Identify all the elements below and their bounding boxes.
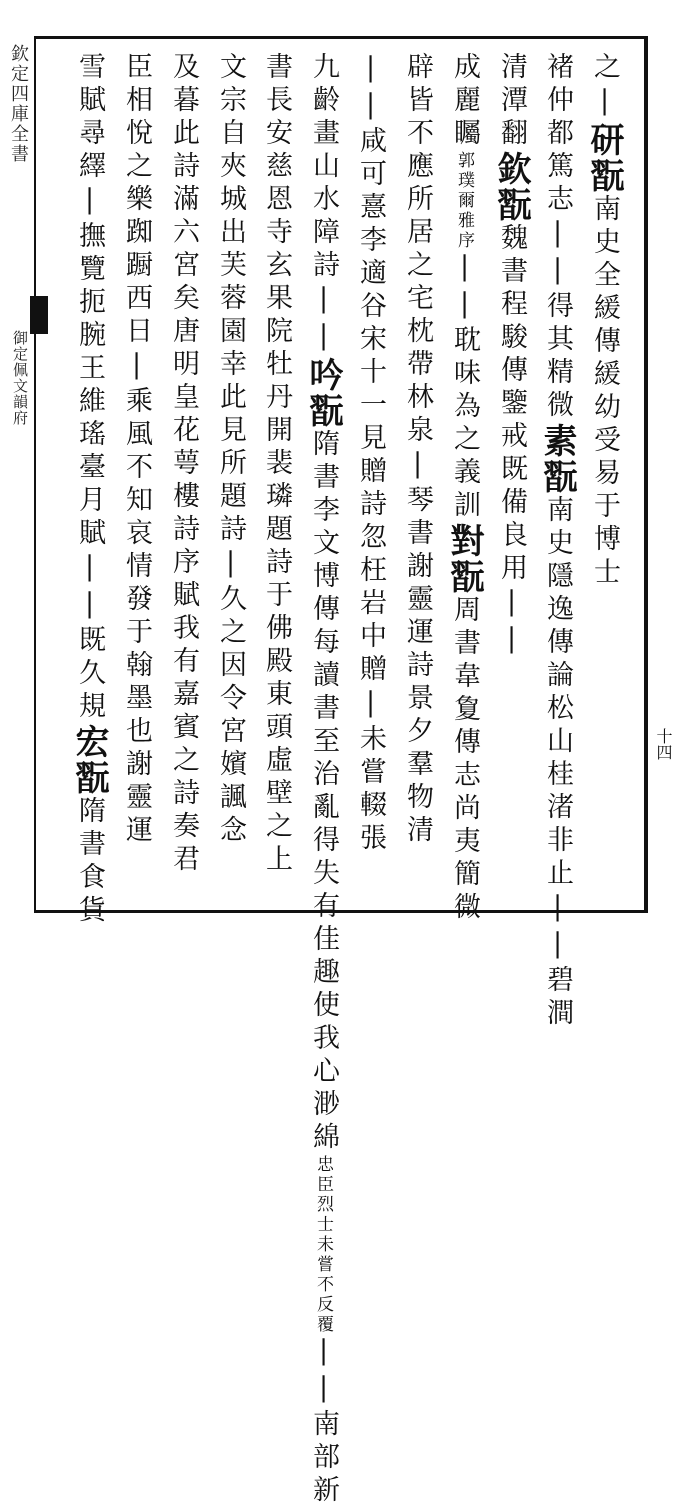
frame-top-border	[34, 36, 646, 39]
text-column-5	[395, 52, 439, 902]
body-text: ||	[542, 217, 573, 291]
body-text: ||	[74, 551, 105, 625]
body-text: 琴書謝靈運詩景夕羣物清	[402, 485, 433, 848]
body-text: |	[74, 184, 105, 221]
body-text: 乘風不知哀情發于翰墨也謝靈運	[121, 386, 152, 848]
body-text: 南部新	[308, 1409, 339, 1508]
text-column-3	[489, 52, 533, 902]
body-text: |	[589, 85, 620, 122]
body-text: ||	[308, 283, 339, 357]
body-text: 耽味為之義訓	[449, 325, 480, 523]
body-text: |	[215, 547, 246, 584]
margin-ink-block	[30, 296, 48, 334]
body-text: 南史全緩傳緩幼受易于博士	[589, 194, 620, 590]
body-text: 碧澗	[542, 965, 573, 1031]
margin-series-title: 欽定四庫全書	[8, 44, 29, 164]
headword: 對翫	[444, 523, 484, 595]
body-text: 既久規	[74, 625, 105, 724]
body-text: |	[121, 349, 152, 386]
body-text: 雪賦尋繹	[74, 52, 105, 184]
body-text: 久之因令宮嬪諷念	[215, 584, 246, 848]
body-text: 書長安慈恩寺玄果院牡丹開裴璘題詩于佛殿東頭虛壁之上	[261, 52, 292, 877]
text-column-6	[348, 52, 392, 902]
body-text: |	[355, 52, 386, 89]
body-text: 之	[589, 52, 620, 85]
headword: 研翫	[584, 122, 624, 194]
body-text: 隋書李文博傳每讀書至治亂得失	[308, 429, 339, 891]
body-text: 九齡畫山水障詩	[308, 52, 339, 283]
body-text: 魏書程駿傳鑒戒既備良用	[496, 223, 527, 586]
body-text: 褚仲都篤志	[542, 52, 573, 217]
annotation-text: 忠臣烈士未嘗不反覆	[313, 1155, 333, 1335]
body-text: 南史隱逸傳論松山	[542, 495, 573, 759]
body-text: 及暮此詩滿六宮矣唐明皇花萼樓詩序賦我有嘉賓之詩奏君	[168, 52, 199, 877]
page-number: 十四	[654, 728, 673, 760]
headword: 素翫	[537, 423, 577, 495]
frame-right-border	[644, 36, 648, 913]
body-text: |	[402, 448, 433, 485]
body-text: 隋書	[74, 796, 105, 862]
text-column-2	[535, 52, 579, 1031]
body-text: 未嘗輟張	[355, 724, 386, 856]
headword: 吟翫	[303, 357, 343, 429]
annotation-text: 郭璞爾雅序	[454, 151, 474, 251]
body-text: 周書韋夐傳	[449, 595, 480, 760]
text-column-11	[114, 52, 158, 902]
body-text: 撫覽扼腕王維瑤臺月賦	[74, 221, 105, 551]
body-text: 清潭翻	[496, 52, 527, 151]
headword: 欽翫	[491, 151, 531, 223]
text-column-12	[67, 52, 111, 928]
body-text: 得其精微	[542, 291, 573, 423]
text-column-7	[301, 52, 345, 1508]
margin-book-title: 御定佩文韻府	[11, 330, 29, 426]
body-text: |	[355, 89, 386, 126]
body-text: ||	[496, 586, 527, 660]
body-text: 辟皆不應所居之宅枕帶林泉	[402, 52, 433, 448]
body-text: |	[355, 687, 386, 724]
text-column-10	[161, 52, 205, 902]
text-column-8	[254, 52, 298, 902]
body-text: 食貨	[74, 862, 105, 928]
body-text: ||	[308, 1335, 339, 1409]
frame-left-border	[34, 36, 36, 913]
body-text: 文宗自夾城出芙蓉園幸此見所題詩	[215, 52, 246, 547]
text-column-4	[442, 52, 486, 925]
body-text: ||	[542, 891, 573, 965]
body-text: 臣相悅之樂踟蹰西日	[121, 52, 152, 349]
text-column-9	[208, 52, 252, 902]
body-text: 成麗矚	[449, 52, 480, 151]
text-column-1	[582, 52, 626, 902]
body-text: 有佳趣使我心渺綿	[308, 891, 339, 1155]
body-text: 咸可憙李適谷宋十一見贈詩忽枉岩中贈	[355, 126, 386, 687]
headword: 宏翫	[69, 724, 109, 796]
body-text: ||	[449, 251, 480, 325]
body-text: 志尚夷簡微	[449, 760, 480, 925]
body-text: 桂渚非止	[542, 759, 573, 891]
